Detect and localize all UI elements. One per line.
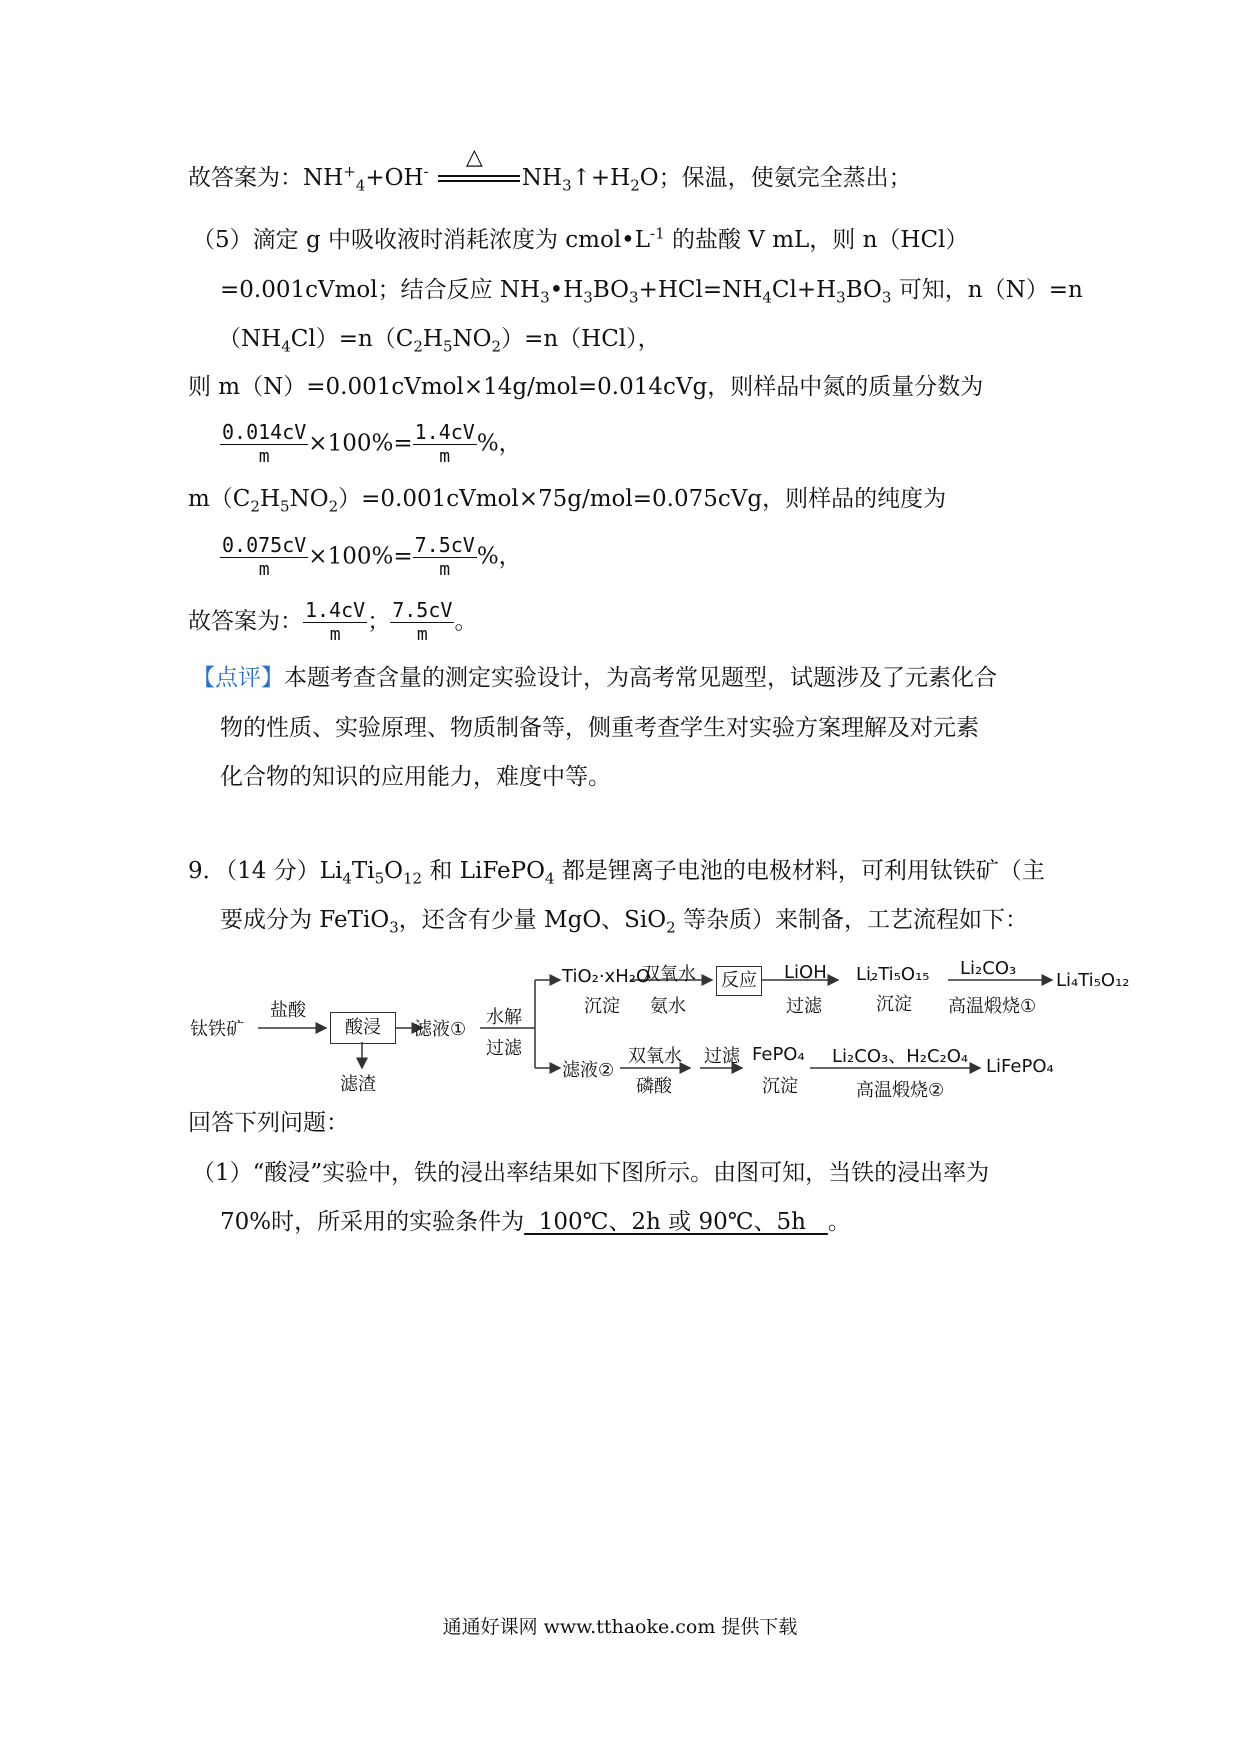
fraction-5: $\frac{1.4cV}{m}$ <box>305 598 366 645</box>
flow-precip: 沉淀 <box>584 996 620 1017</box>
flow-precip-3: 沉淀 <box>762 1076 798 1097</box>
nitrogen-fraction-line: $\frac{0.014cV}{m}$ ×100%= $\frac{1.4cV}{m}$ %， <box>222 420 522 467</box>
flow-ore: 钛铁矿 <box>190 1019 244 1040</box>
fraction-2: $\frac{1.4cV}{m}$ <box>414 420 475 467</box>
heat-arrow: △ <box>436 169 522 189</box>
comment-tag: 【点评】 <box>192 665 284 691</box>
page-footer: 通通好课网 www.tthaoke.com 提供下载 <box>442 1616 798 1638</box>
flow-precip-2: 沉淀 <box>876 994 912 1015</box>
flow-li2co3-h2c2o4: Li₂CO₃、H₂C₂O₄ <box>832 1046 969 1067</box>
flow-h2o2: 双氧水 <box>642 964 696 985</box>
flow-phosphoric: 磷酸 <box>636 1076 672 1097</box>
flow-filtrate-2: 滤液② <box>562 1060 615 1081</box>
question-9-line-2: 要成分为 FeTiO$_3$，还含有少量 MgO、SiO$_2$ 等杂质）来制备，工艺流程如下： <box>220 907 1029 937</box>
fraction-4: $\frac{7.5cV}{m}$ <box>414 533 475 580</box>
flow-residue: 滤渣 <box>340 1074 376 1095</box>
answer-line-4: $(NH_4Cl)=n(C_2H_5NO_2)=n(HCl)$， <box>218 326 661 356</box>
comment-line-1: 【点评】本题考查含量的测定实验设计，为高考常见题型，试题涉及了元素化合 <box>192 665 997 691</box>
flow-hcl: 盐酸 <box>270 1000 306 1021</box>
flow-li2ti5o15: Li₂Ti₅O₁₅ <box>856 964 930 985</box>
answer-line-1: 故答案为：$NH^+_4+OH^-$ △ $NH_3↑+H_2O$；保温，使氨完全蒸出； <box>188 145 912 195</box>
flow-li2co3: Li₂CO₃ <box>960 958 1017 979</box>
answer-line-7: $m(C_2H_5NO_2)=0.001cVmol\times 75g/mol=0.075cVg$，则样品的纯度为 <box>188 486 947 516</box>
final-answer-line: 故答案为： $\frac{1.4cV}{m}$ ； $\frac{7.5cV}{m}$ 。 <box>188 598 478 645</box>
flow-fepo4: FePO₄ <box>752 1044 805 1065</box>
process-flow-diagram <box>190 950 1130 1100</box>
answer-line-5: 则 m（N）=0.001cVmol×14g/mol=0.014cVg，则样品中氮的质量分数为 <box>188 374 984 400</box>
sub-question-1-answer: 100℃、2h 或 90℃、5h <box>524 1209 828 1235</box>
answer-prompt: 回答下列问题： <box>188 1110 349 1136</box>
fraction-1: $\frac{0.014cV}{m}$ <box>222 420 307 467</box>
flow-li4ti5o12: Li₄Ti₅O₁₂ <box>1056 970 1130 991</box>
fraction-6: $\frac{7.5cV}{m}$ <box>392 598 453 645</box>
comment-line-3: 化合物的知识的应用能力，难度中等。 <box>220 764 611 790</box>
sub-question-1-line-2: 70%时，所采用的实验条件为 100℃、2h 或 90℃、5h 。 <box>220 1209 851 1235</box>
flow-lioh: LiOH <box>784 962 827 983</box>
flow-h2o2-b: 双氧水 <box>628 1046 682 1067</box>
flow-filter: 过滤 <box>486 1038 522 1059</box>
flow-react-box: 反应 <box>716 966 762 996</box>
purity-fraction-line: $\frac{0.075cV}{m}$ ×100%= $\frac{7.5cV}{m}$ %， <box>222 533 522 580</box>
flow-calc-2: 高温煅烧② <box>856 1080 945 1101</box>
flow-hydrolysis: 水解 <box>486 1007 522 1028</box>
flow-calc-1: 高温煅烧① <box>948 996 1037 1017</box>
question-9-line-1: 9．（14 分）$Li_4Ti_5O_{12}$ 和 LiFePO$_4$ 都是锂离子电池的电极材料，可利用钛铁矿（主 <box>188 858 1045 888</box>
flow-leach-box: 酸浸 <box>330 1012 396 1044</box>
comment-line-2: 物的性质、实验原理、物质制备等，侧重考查学生对实验方案理解及对元素 <box>220 715 979 741</box>
answer-line-2: （5）滴定 g 中吸收液时消耗浓度为 $cmol•L^{-1}$ 的盐酸 V mL，则 n（HCl） <box>192 224 969 253</box>
sub-question-1-line-1: （1）“酸浸”实验中，铁的浸出率结果如下图所示。由图可知，当铁的浸出率为 <box>192 1160 990 1186</box>
flow-tio2: TiO₂·xH₂O <box>562 966 651 987</box>
flow-filter-2: 过滤 <box>786 996 822 1017</box>
flow-filtrate-1: 滤液① <box>414 1019 467 1040</box>
fraction-3: $\frac{0.075cV}{m}$ <box>222 533 307 580</box>
flow-lifepo4: LiFePO₄ <box>986 1056 1054 1077</box>
answer-line-3: =0.001cVmol；结合反应 $NH_3•H_3BO_3+HCl=NH_4Cl+H_3BO_3$ 可知，n（N）=n <box>220 277 1083 307</box>
flow-ammonia: 氨水 <box>650 996 686 1017</box>
flow-filter-3: 过滤 <box>704 1046 740 1067</box>
